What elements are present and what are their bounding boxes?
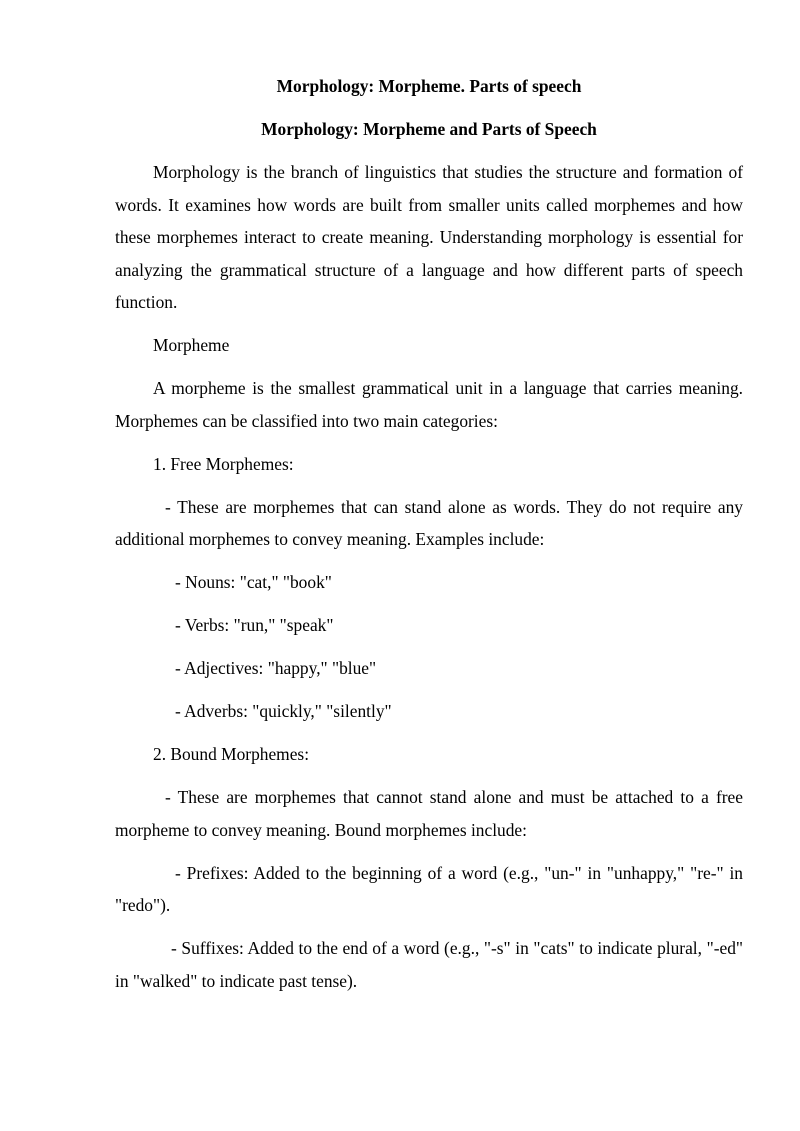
document-page: [115, 70, 743, 1008]
free-morphemes-heading: 1. Free Morphemes:: [153, 453, 294, 474]
prefixes-paragraph: - Prefixes: Added to the beginning of a word (e.g., "un-" in "unhappy," "re-" in "redo").: [115, 862, 743, 915]
document-subtitle: Morphology: Morpheme and Parts of Speech: [261, 119, 597, 139]
bound-morphemes-description: - These are morphemes that cannot stand alone and must be attached to a free morpheme to convey meaning. Bound morphemes include:: [115, 787, 743, 840]
example-adverbs: - Adverbs: "quickly," "silently": [175, 701, 392, 721]
definition-paragraph: A morpheme is the smallest grammatical unit in a language that carries meaning. Morphemes can be classified into two main categories:: [115, 378, 743, 431]
example-adjectives: - Adjectives: "happy," "blue": [175, 658, 377, 678]
bound-morphemes-heading: 2. Bound Morphemes:: [153, 744, 310, 764]
example-verbs: - Verbs: "run," "speak": [175, 615, 334, 635]
section-heading-morpheme: Morpheme: [153, 335, 230, 355]
suffixes-paragraph: - Suffixes: Added to the end of a word (e.g., "-s" in "cats" to indicate plural, "-ed" in "walked" to indicate past tense).: [115, 938, 743, 991]
free-morphemes-description: - These are morphemes that can stand alone as words. They do not require any additional morphemes to convey meaning. Examples include:: [115, 496, 743, 549]
example-nouns: - Nouns: "cat," "book": [175, 572, 332, 592]
intro-paragraph: Morphology is the branch of linguistics that studies the structure and formation of words. It examines how words are built from smaller units called morphemes and how these morphemes interact to create meaning. Understanding morphology is essential for analyzing the grammatical structure of a language and how different parts of speech function.: [115, 162, 743, 312]
document-title: Morphology: Morpheme. Parts of speech: [276, 76, 582, 96]
